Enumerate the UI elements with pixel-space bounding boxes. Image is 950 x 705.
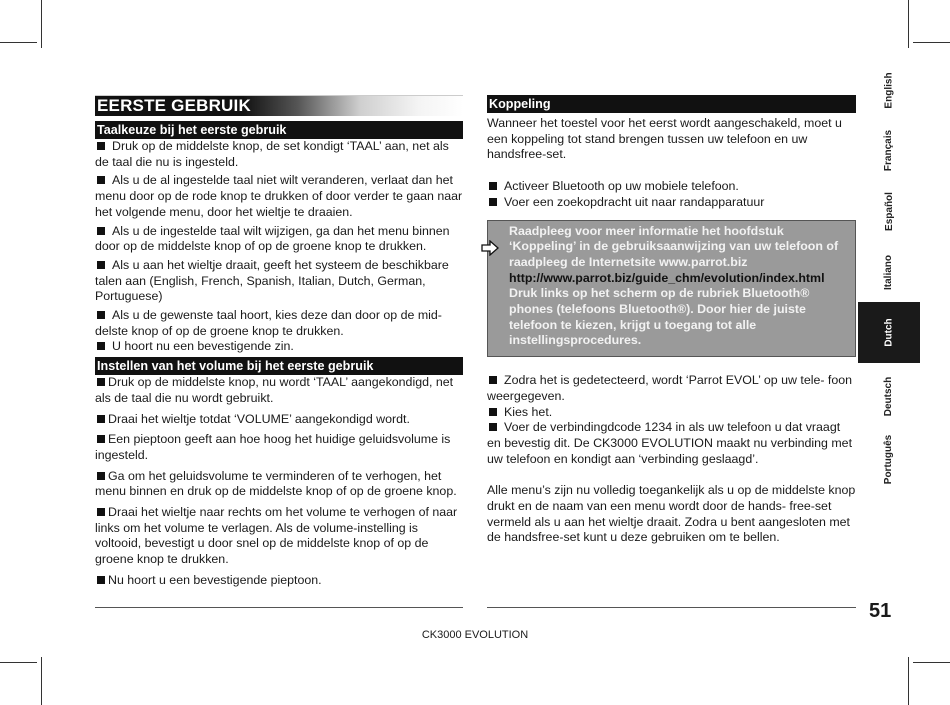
footer-product-name: CK3000 EVOLUTION [421, 629, 529, 641]
tab-italiano[interactable]: Italiano [883, 254, 895, 290]
tab-deutsch[interactable]: Deutsch [883, 376, 895, 416]
page-title: EERSTE GEBRUIK [95, 95, 463, 116]
crop-mark [913, 42, 950, 43]
page-number: 51 [869, 600, 892, 622]
bullet-icon [489, 423, 497, 431]
crop-mark [41, 657, 42, 705]
section-heading-pairing: Koppeling [487, 95, 856, 113]
list-item: Nu hoort u een bevestigende pieptoon. [95, 573, 463, 589]
tab-dutch[interactable]: Dutch [858, 302, 920, 363]
bullet-icon [97, 261, 105, 269]
crop-mark [908, 657, 909, 705]
tab-francais[interactable]: Français [883, 129, 895, 171]
bullet-icon [489, 198, 497, 206]
info-url: http://www.parrot.biz/guide_chm/evolution/index.html [509, 270, 825, 285]
bullet-icon [489, 182, 497, 190]
tab-english[interactable]: English [883, 71, 895, 109]
list-item: Voer een zoekopdracht uit naar randapparatuur [487, 195, 856, 211]
list-item: Ga om het geluidsvolume te verminderen of te verhogen, het menu binnen en druk op de middelste knop of op de groene knop. [95, 468, 457, 499]
section-heading-language: Taalkeuze bij het eerste gebruik [95, 121, 463, 139]
list-item: Draai het wieltje naar rechts om het volume te verhogen of naar links om het volume te verlagen. Als de volume-instelling is voltooid, bevestigt u door snel op de middelste knop of op de groene knop te drukken. [95, 505, 458, 567]
bullet-icon [97, 378, 105, 386]
crop-mark [913, 662, 950, 663]
crop-mark [0, 42, 37, 43]
column-rule [95, 607, 463, 608]
info-text-2: Druk links op het scherm op de rubriek Bluetooth® phones (telefoons Bluetooth®). Door hier de juiste telefoon te kiezen, krijgt u toegang tot alle instellingsprocedures. [509, 286, 810, 348]
column-rule [95, 95, 463, 96]
bullet-icon [489, 408, 497, 416]
list-item: Draai het wieltje totdat ‘VOLUME’ aangekondigd wordt. [95, 412, 463, 428]
list-item: Activeer Bluetooth op uw mobiele telefoon. [487, 179, 856, 195]
list-item: Als u de al ingestelde taal niet wilt veranderen, verlaat dan het menu door op de rode knop te drukken of door verder te gaan naar het volgende menu, door het wieltje te draaien. [95, 173, 463, 219]
bullet-icon [97, 435, 105, 443]
bullet-icon [97, 342, 105, 350]
bullet-icon [97, 227, 105, 235]
list-item: Zodra het is gedetecteerd, wordt ‘Parrot EVOL’ op uw tele- foon weergegeven. [487, 373, 853, 403]
pointer-arrow-icon [481, 240, 499, 256]
section-heading-volume: Instellen van het volume bij het eerste gebruik [95, 357, 463, 375]
list-item: Druk op de middelste knop, nu wordt ‘TAAL’ aangekondigd, net als de taal die nu wordt gebruikt. [95, 375, 454, 405]
tab-espanol[interactable]: Español [883, 191, 895, 231]
list-item: Als u de ingestelde taal wilt wijzigen, ga dan het menu binnen door op de middelste knop of op de groene knop te drukken. [95, 223, 450, 254]
crop-mark [0, 662, 37, 663]
list-item: Druk op de middelste knop, de set kondigt ‘TAAL’ aan, net als de taal die nu is ingesteld. [95, 139, 449, 169]
list-item: Kies het. [487, 405, 856, 421]
crop-mark [908, 0, 909, 48]
bullet-icon [97, 576, 105, 584]
list-item: Als u de gewenste taal hoort, kies deze dan door op de mid- delste knop of op de groene knop te drukken. [95, 308, 442, 338]
right-column [487, 95, 856, 546]
bullet-icon [97, 142, 105, 150]
list-item: U hoort nu een bevestigende zin. [95, 339, 463, 355]
crop-mark [41, 0, 42, 48]
bullet-icon [97, 176, 105, 184]
list-item: Voer de verbindingdcode 1234 in als uw telefoon u dat vraagt en bevestig dit. De CK3000 EVOLUTION maakt nu verbinding met uw telefoon en kondigt aan ‘verbinding geslaagd’. [487, 420, 853, 466]
intro-paragraph: Wanneer het toestel voor het eerst wordt aangeschakeld, moet u een koppeling tot stand brengen tussen uw telefoon en uw handsfree-set. [487, 116, 842, 162]
outro-paragraph: Alle menu’s zijn nu volledig toegankelijk als u op de middelste knop drukt en de naam van een menu wordt door de hands- free-set vermeld als u aan het wieltje draait. Zodra u bent aangesloten met de handsfree-set kunt u deze gebruiken om te bellen. [487, 483, 856, 545]
info-box [487, 220, 856, 358]
left-column [95, 95, 463, 589]
column-rule [487, 607, 856, 608]
tab-portugues[interactable]: Português [883, 434, 895, 484]
info-text: Raadpleeg voor meer informatie het hoofdstuk ‘Koppeling’ in de gebruiksaanwijzing van uw telefoon of raadpleeg de Internetsite www.parrot.biz [509, 223, 839, 269]
list-item: Als u aan het wieltje draait, geeft het systeem de beschikbare talen aan (English, French, Spanish, Italian, Dutch, German, Portuguese) [95, 257, 449, 304]
bullet-icon [97, 311, 105, 319]
bullet-icon [489, 376, 497, 384]
bullet-icon [97, 472, 105, 480]
bullet-icon [97, 508, 105, 516]
list-item: Een pieptoon geeft aan hoe hoog het huidige geluidsvolume is ingesteld. [95, 432, 451, 462]
bullet-icon [97, 415, 105, 423]
